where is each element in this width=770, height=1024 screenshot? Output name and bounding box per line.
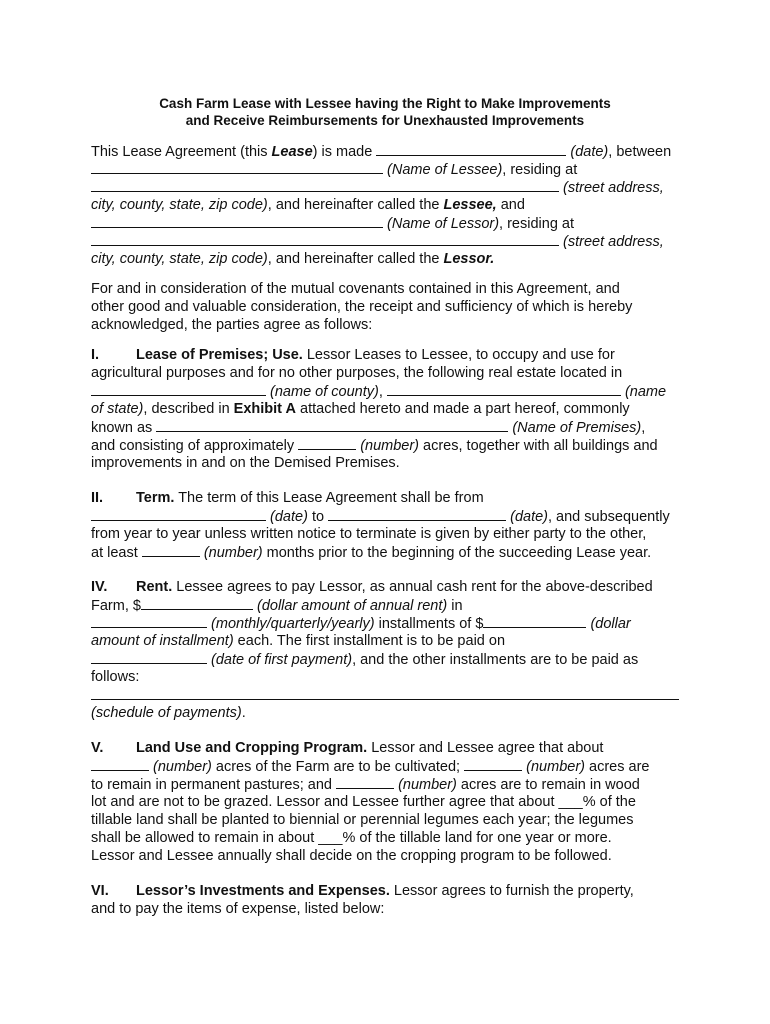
first-payment-date-blank[interactable]: [91, 650, 207, 664]
section-number: IV.: [91, 579, 108, 595]
text-line: VI. Lessor’s Investments and Expenses. Lessor agrees to furnish the property,: [91, 883, 634, 899]
text-line: known as (Name of Premises),: [91, 420, 646, 436]
text-line: I. Lease of Premises; Use. Lessor Leases to Lessee, to occupy and use for: [91, 347, 615, 363]
date-blank[interactable]: [376, 142, 566, 156]
text-line: at least (number) months prior to the beginning of the succeeding Lease year.: [91, 545, 652, 561]
premises-name-blank[interactable]: [156, 418, 508, 432]
text-line: city, county, state, zip code), and hereinafter called the Lessor.: [91, 251, 495, 267]
text-line: This Lease Agreement (this Lease) is made (date), between: [91, 144, 672, 160]
text-line: lot and are not to be grazed. Lessor and Lessee further agree that about ___% of the: [91, 794, 636, 810]
annual-rent-blank[interactable]: [141, 596, 253, 610]
section-lease-of-premises: [91, 346, 691, 472]
installment-amount-blank[interactable]: [483, 614, 586, 628]
text-line: from year to year unless written notice to terminate is given by either party to the other,: [91, 526, 647, 542]
pasture-acres-blank[interactable]: [464, 757, 522, 771]
section-heading: Lease of Premises; Use.: [136, 347, 303, 363]
section-lessor-investments: [91, 882, 691, 918]
intro-paragraph: [91, 142, 691, 268]
text-line: Farm, $ (dollar amount of annual rent) in: [91, 598, 463, 614]
section-number: I.: [91, 347, 100, 363]
section-land-use: [91, 739, 691, 865]
lessor-name-blank[interactable]: [91, 214, 383, 228]
text-line: improvements in and on the Demised Premises.: [91, 455, 400, 471]
payment-schedule-blank[interactable]: [91, 686, 679, 700]
text-line: (date of first payment), and the other installments are to be paid as: [91, 650, 691, 668]
document-title-line-1: Cash Farm Lease with Lessee having the Right to Make Improvements: [159, 96, 611, 111]
text-line: (date) to (date), and subsequently: [91, 507, 691, 525]
section-number: V.: [91, 740, 104, 756]
text-line: Lessor and Lessee annually shall decide on the cropping program to be followed.: [91, 848, 612, 864]
text-line: shall be allowed to remain in about ___% of the tillable land for one year or more.: [91, 830, 612, 846]
text-line: (street address,: [91, 232, 691, 250]
section-heading: Term.: [136, 490, 175, 506]
text-line: of state), described in Exhibit A attached hereto and made a part hereof, commonly: [91, 401, 630, 417]
end-date-blank[interactable]: [328, 507, 506, 521]
lease-term: Lease: [271, 144, 313, 160]
state-blank[interactable]: [387, 382, 621, 396]
text-line: to remain in permanent pastures; and (number) acres are to remain in wood: [91, 777, 640, 793]
section-term: [91, 489, 691, 561]
text-line: (monthly/quarterly/yearly) installments of $ (dollar: [91, 614, 691, 632]
section-rent: [91, 578, 691, 722]
section-number: II.: [91, 490, 104, 506]
text-line: tillable land shall be planted to biennial or perennial legumes each year; the legumes: [91, 812, 634, 828]
text-line: (name of county), (name: [91, 382, 691, 400]
text-line: II. Term. The term of this Lease Agreement shall be from: [91, 490, 484, 506]
document-title-line-2: and Receive Reimbursements for Unexhausted Improvements: [185, 113, 585, 128]
section-heading: Lessor’s Investments and Expenses.: [136, 883, 390, 899]
text-line: (schedule of payments).: [91, 705, 246, 721]
cultivated-acres-blank[interactable]: [91, 757, 149, 771]
text-line: (Name of Lessor), residing at: [91, 214, 691, 232]
lessee-name-blank[interactable]: [91, 160, 383, 174]
text-line: amount of installment) each. The first installment is to be paid on: [91, 633, 506, 649]
text-line: (Name of Lessee), residing at: [91, 160, 691, 178]
months-blank[interactable]: [142, 543, 200, 557]
text-line: and to pay the items of expense, listed below:: [91, 901, 385, 917]
text-line: city, county, state, zip code), and hereinafter called the Lessee, and: [91, 197, 525, 213]
frequency-blank[interactable]: [91, 614, 207, 628]
section-heading: Rent.: [136, 579, 173, 595]
start-date-blank[interactable]: [91, 507, 266, 521]
text-line: and consisting of approximately (number) acres, together with all buildings and: [91, 438, 658, 454]
lessor-address-blank[interactable]: [91, 232, 559, 246]
text-line: other good and valuable consideration, the receipt and sufficiency of which is hereby: [91, 299, 633, 315]
text-line: follows:: [91, 669, 140, 685]
text-line: IV. Rent. Lessee agrees to pay Lessor, as annual cash rent for the above-described: [91, 579, 653, 595]
consideration-paragraph: [91, 280, 691, 334]
text-line: [91, 686, 691, 704]
text-line: (number) acres of the Farm are to be cultivated; (number) acres are: [91, 757, 691, 775]
text-line: V. Land Use and Cropping Program. Lessor and Lessee agree that about: [91, 740, 604, 756]
section-number: VI.: [91, 883, 109, 899]
wood-lot-acres-blank[interactable]: [336, 775, 394, 789]
section-heading: Land Use and Cropping Program.: [136, 740, 368, 756]
text-line: For and in consideration of the mutual covenants contained in this Agreement, and: [91, 281, 620, 297]
text-line: (street address,: [91, 178, 691, 196]
lessee-address-blank[interactable]: [91, 178, 559, 192]
text-line: acknowledged, the parties agree as follows:: [91, 317, 373, 333]
acres-blank[interactable]: [298, 436, 356, 450]
text-line: agricultural purposes and for no other purposes, the following real estate located in: [91, 365, 623, 381]
county-blank[interactable]: [91, 382, 266, 396]
